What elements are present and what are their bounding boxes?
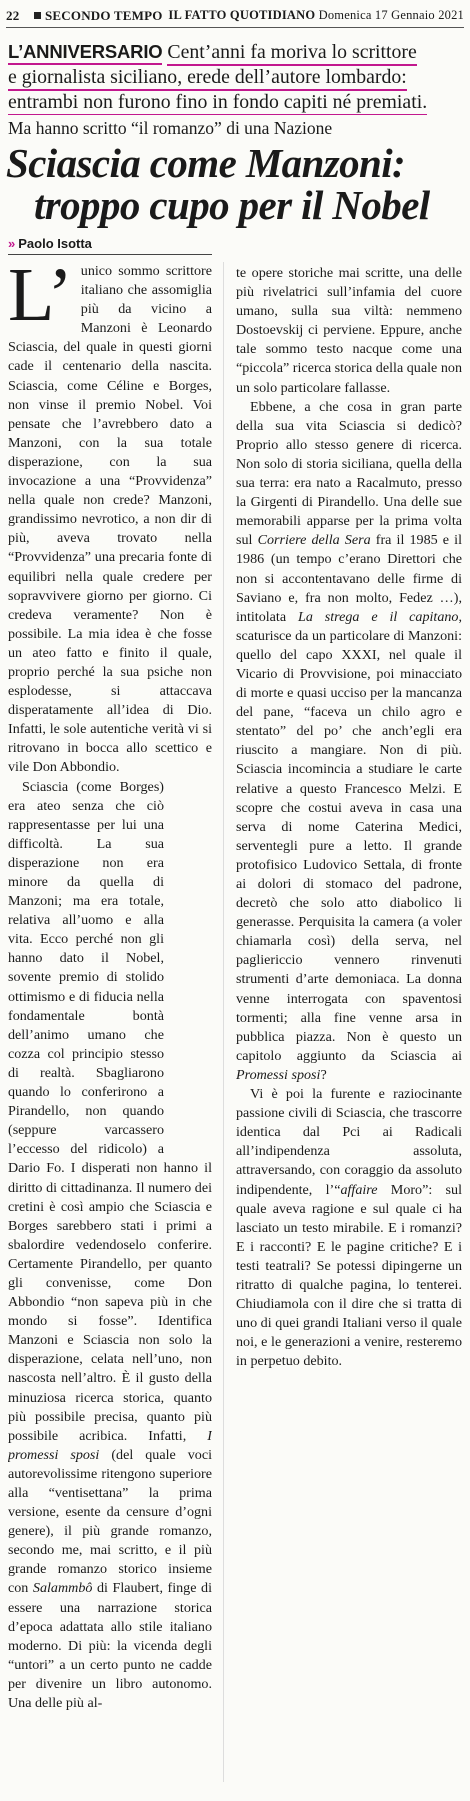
header-rule xyxy=(6,27,464,28)
paragraph-text: ? xyxy=(320,1066,327,1083)
kicker-text-2: e giornalista siciliano, erede dell’autore lombardo: xyxy=(8,66,407,91)
subtitle: Ma hanno scritto “il romanzo” di una Nazione xyxy=(8,118,333,138)
italic-title: Promessi sposi xyxy=(236,1066,321,1083)
column-divider xyxy=(223,262,224,1782)
paragraph-text: unico sommo scrittore italiano che assomiglia più da vicino a Manzoni è Leonardo Sciascia, del quale in questi giorni cade il centenario della nascita. Sciascia, come Céline e Borges, non vinse il premio Nobel. Voi pensate che l’avrebbero dato a Manzoni, con la sua totale disperazione, con la sua invocazione a una “Provvidenza” nella quale non crede? Manzoni, grandissimo nevrotico, a non dir di più, aveva trovato nella “Provvidenza” una precaria fonte di equilibri nella quale credere per sopravvivere giorno per giorno. Ci credeva veramente? Non è possibile. La mia idea è che fosse un ateo fatto e finito il quale, proprio perché la sua psiche non esplodesse, si attaccava disperatamente all’idea di Dio. Infatti, le sole autentiche verità vi si ritrovano in bocca allo scettico e vile Don Abbondio. xyxy=(8,263,212,776)
paragraph xyxy=(236,1085,462,1371)
headline xyxy=(6,142,468,226)
section-label: SECONDO TEMPO xyxy=(45,8,163,23)
headline-line-2: troppo cupo per il Nobel xyxy=(34,182,430,228)
author-name: Paolo Isotta xyxy=(18,236,92,251)
paragraph xyxy=(8,778,212,1714)
paragraph-text: Ebbene, a che cosa in gran parte della sua vita Sciascia si dedicò? Proprio allo stesso genere di ricerca. Non solo di storia siciliana, quella della sua terra: era nato a Racalmuto, presso la Girgenti di Pirandello. Una delle sue memorabili apparse per la prima volta sul xyxy=(236,398,462,549)
paragraph-text: Sciascia (come Borges) era ateo senza che ciò rappresentasse per lui una difficoltà. La sua disperazione non era minore da quella di Manzoni; ma era totale, relativa all’uomo e alla vita. Ecco perché non gli hanno dato il Nobel, sovente premio di stolido ottimismo e di fiducia nella fondamentale bontà dell’animo umano che cozza col principio stesso di realtà. Sbagliarono quando lo conferirono a Pirandello, non quando (seppure varcassero l’eccesso del ridicolo) a Dario Fo. I disperati non hanno il diritto di cittadinanza. Il numero dei cretini è così ampio che Sciascia e Borges sarebbero stati i primi a sbalordire vedendoselo conferire. Certamente Pirandello, per quanto gli convenisse, come Don Abbondio “non sapeva più in che mondo si fosse”. Identifica Manzoni e Sciascia non solo la disperazione, celata nell’uno, non nascosta nell’altro. È il gusto della minuziosa ricerca storica, quanto più possibile precisa, quanto più possibile acribica. Infatti, xyxy=(8,778,212,1444)
paragraph-text: Vi è poi la furente e raziocinante passione civili di Sciascia, che trascorre identica dal Pci ai Radicali all’indipendenza assoluta, attraversando, con coraggio da assoluto indipendente, l’“ xyxy=(236,1086,462,1198)
kicker-label: L’ANNIVERSARIO xyxy=(8,41,162,65)
kicker-line-1 xyxy=(8,40,470,65)
paragraph-text: fra il 1985 e il 1986 (un tempo c’erano Direttori che non si accontentavano delle firme di Saviano e, fra non molto, Fedez …), intitolata xyxy=(236,532,462,625)
kicker-line-3 xyxy=(8,90,470,115)
drop-cap: L’ xyxy=(8,262,73,337)
kicker-text-1: Cent’anni fa moriva lo scrittore xyxy=(167,41,416,66)
page-number: 22 xyxy=(6,8,20,23)
paragraph-text: di Flaubert, finge di essere una narrazione storica d’epoca adattata allo stile italiano moderno. Di più: la vicenda degli “untori” a un certo punto ne cadde per divenire un libro autonomo. Una delle più al- xyxy=(8,1580,212,1712)
paragraph xyxy=(236,398,462,1085)
italic-title: La strega e il capitano xyxy=(297,608,459,625)
masthead-date xyxy=(168,8,464,23)
headline-line-1: Sciascia come Manzoni: xyxy=(6,140,406,186)
paragraph xyxy=(236,264,462,398)
paragraph xyxy=(8,262,212,778)
paragraph-text: , scaturisce da un particolare di Manzoni: quello del capo XXXI, nel quale il Vicario di Provvisione, poi minacciato di morte e quasi ucciso per la mancanza del pane, “faceva un chilo agro e stentato” del po’ che anch’egli era riuscito a mangiare. Non di più. Sciascia incomincia a studiare le carte relative a questo Francesco Melzi. E scopre che costui aveva in casa una serva di nome Caterina Medici, serventegli pure a letto. Il grande protofisico Ludovico Settala, di fronte ai dolori di stomaco del padrone, decretò che solo atto diabolico li generasse. Perquisita la camera (a voler chiamarla così) della serva, nel pagliericcio vennero rinvenuti strumenti d’arte demoniaca. La donna venne interrogata con spaventosi tormenti; alla fine venne arsa in pubblica piazza. Non è questo un capitolo aggiunto da Sciascia ai xyxy=(236,608,462,1064)
kicker xyxy=(8,40,470,115)
section-bullet-icon xyxy=(34,12,41,19)
kicker-text-3: entrambi non furono fino in fondo capiti né premiati. xyxy=(8,91,427,115)
article-column-1 xyxy=(8,262,212,1792)
paragraph-text: (del quale voci autorevolissime ritengono superiore alla “ventisettana” la prima versione, esente da censure d’ogni genere), il più grande romanzo, secondo me, mai scritto, e il più grande romanzo storico insieme con xyxy=(8,1446,212,1597)
column-inset xyxy=(164,778,212,1158)
article-column-2 xyxy=(236,264,462,1794)
byline xyxy=(8,236,212,255)
page-header xyxy=(6,6,464,26)
paragraph-text: te opere storiche mai scritte, una delle più rivelatrici sull’infamia del cuore umano, sulla sua viltà: nemmeno Dostoevskij ci perviene. Eppure, anche tale sommo testo nacque come una “piccola” ricerca storica della quale non un solo particolare fallasse. xyxy=(236,265,462,396)
paper-name: IL FATTO QUOTIDIANO xyxy=(168,8,316,22)
italic-title: Corriere della Sera xyxy=(257,532,371,549)
italic-title: I promessi sposi xyxy=(8,1427,212,1463)
issue-date: Domenica 17 Gennaio 2021 xyxy=(318,8,464,22)
byline-arrow-icon: » xyxy=(8,236,16,251)
kicker-line-2 xyxy=(8,65,470,90)
italic-title: Salammbô xyxy=(32,1580,93,1597)
paragraph-text: Moro”: sul quale aveva ragione e sul quale ci ha lasciato un testo mirabile. E i romanzi? E i racconti? E le pagine critiche? E i testi teatrali? Se potessi dipingerne un ritratto di qualche pagina, lo tenterei. Chiudiamola con il dire che si tratta di uno di quei grandi Italiani verso il quale noi, e le generazioni a venire, resteremo in perpetuo debito. xyxy=(236,1181,462,1370)
section-name xyxy=(34,8,163,24)
italic-word: affaire xyxy=(340,1181,378,1198)
